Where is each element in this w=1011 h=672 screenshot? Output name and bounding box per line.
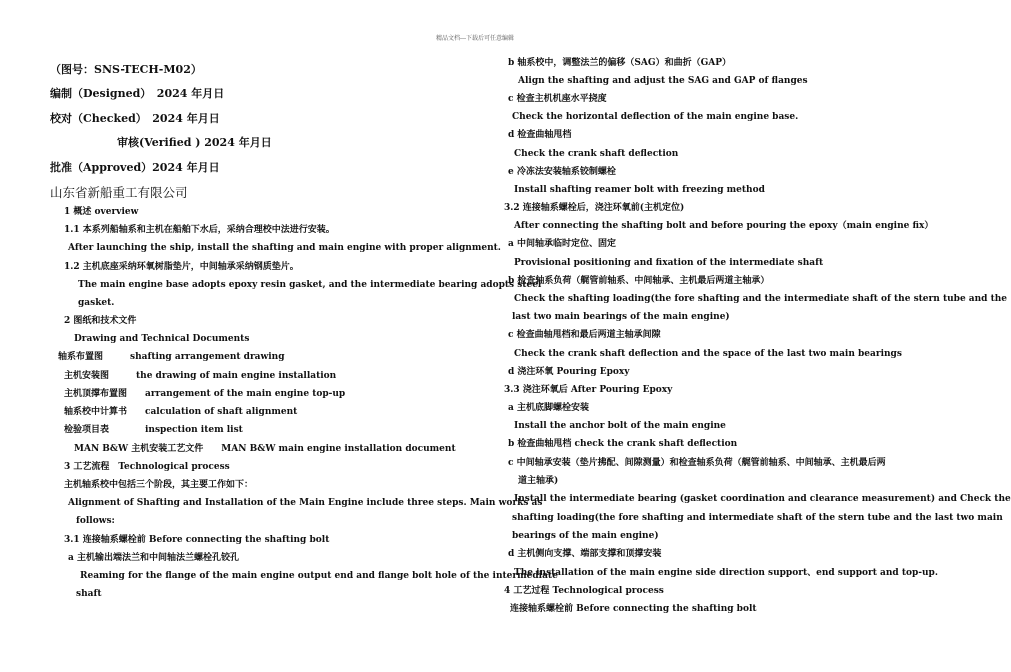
- right-line: The installation of the main engine side direction support、end support and top-up.: [514, 568, 938, 578]
- checked-line: 校对（Checked） 2024 年月日: [50, 112, 220, 125]
- page-header: 精品文档---下载后可任意编辑: [435, 35, 515, 42]
- right-line: d 主机侧向支撑、端部支撑和顶撑安装: [508, 549, 662, 559]
- left-line: The main engine base adopts epoxy resin gasket, and the intermediate bearing adopts steel: [78, 280, 542, 290]
- drawing-number: （图号：SNS-TECH-M02）: [50, 63, 202, 76]
- right-line: c 检查主机机座水平挠度: [508, 94, 607, 104]
- right-line: 3.2 连接轴系螺栓后，浇注环氧前(主机定位): [504, 203, 685, 213]
- right-line: 连接轴系螺栓前 Before connecting the shafting bolt: [510, 604, 757, 614]
- left-line: 检验项目表 inspection item list: [64, 425, 243, 435]
- right-line: b 检查曲轴甩档 check the crank shaft deflection: [508, 439, 738, 449]
- right-line: Install the intermediate bearing (gasket coordination and clearance measurement) and Check the: [514, 494, 1011, 504]
- right-line: 4 工艺过程 Technological process: [504, 586, 664, 596]
- right-line: last two main bearings of the main engine): [512, 312, 730, 322]
- left-line: 轴系校中计算书 calculation of shaft alignment: [64, 407, 298, 417]
- left-line: Alignment of Shafting and Installation of the Main Engine include three steps. Main works as: [68, 498, 543, 508]
- right-line: Check the horizontal deflection of the main engine base.: [512, 112, 799, 122]
- right-line: Align the shafting and adjust the SAG and GAP of flanges: [518, 76, 808, 86]
- left-line: MAN B&W 主机安装工艺文件 MAN B&W main engine installation document: [74, 444, 456, 454]
- right-line: c 检查曲轴甩档和最后两道主轴承间隙: [508, 330, 661, 340]
- right-line: Install the anchor bolt of the main engine: [514, 421, 726, 431]
- right-line: bearings of the main engine): [512, 531, 659, 541]
- right-line: Install shafting reamer bolt with freezing method: [514, 185, 765, 195]
- right-line: d 检查曲轴甩档: [508, 130, 572, 140]
- right-line: After connecting the shafting bolt and before pouring the epoxy（main engine fix）: [514, 221, 934, 231]
- left-line: 主机安装图 the drawing of main engine installation: [64, 371, 337, 381]
- right-line: shafting loading(the fore shafting and intermediate shaft of the stern tube and the last two main: [512, 513, 1003, 523]
- right-line: a 主机底脚螺栓安装: [508, 403, 589, 413]
- left-line: 1 概述 overview: [64, 207, 139, 217]
- left-line: 主机顶撑布置图 arrangement of the main engine top-up: [64, 389, 346, 399]
- left-line: 轴系布置图 shafting arrangement drawing: [58, 352, 285, 362]
- right-line: a 中间轴承临时定位、固定: [508, 239, 616, 249]
- company-name: 山东省新船重工有限公司: [50, 185, 188, 200]
- left-line: shaft: [76, 589, 102, 599]
- right-line: b 轴系校中，调整法兰的偏移（SAG）和曲折（GAP）: [508, 58, 732, 68]
- left-line: 1.2 主机底座采纳环氧树脂垫片，中间轴承采纳钢质垫片。: [64, 262, 299, 272]
- right-line: Check the crank shaft deflection and the space of the last two main bearings: [514, 349, 902, 359]
- right-line: Check the shafting loading(the fore shafting and the intermediate shaft of the stern tube and the: [514, 294, 1008, 304]
- left-line: Reaming for the flange of the main engine output end and flange bolt hole of the intermediate: [80, 571, 558, 581]
- right-line: 道主轴承): [518, 476, 559, 486]
- left-line: 2 图纸和技术文件: [64, 316, 137, 326]
- left-line: Drawing and Technical Documents: [74, 334, 250, 344]
- right-line: b 检查轴系负荷（艉管前轴系、中间轴承、主机最后两道主轴承）: [508, 276, 770, 286]
- right-line: c 中间轴承安装（垫片拂配、间隙测量）和检查轴系负荷（艉管前轴系、中间轴承、主机最后两: [508, 458, 886, 468]
- approved-line: 批准（Approved）2024 年月日: [50, 161, 220, 174]
- right-line: Check the crank shaft deflection: [514, 149, 679, 159]
- verified-line: 审核(Verified ) 2024 年月日: [117, 136, 272, 149]
- left-line: 主机轴系校中包括三个阶段，其主要工作如下：: [64, 480, 254, 490]
- right-line: d 浇注环氧 Pouring Epoxy: [508, 367, 630, 377]
- left-line: follows:: [76, 516, 115, 526]
- right-line: 3.3 浇注环氧后 After Pouring Epoxy: [504, 385, 673, 395]
- right-line: e 冷冻法安装轴系铰制螺栓: [508, 167, 616, 177]
- left-line: gasket.: [78, 298, 115, 308]
- left-line: 3 工艺流程 Technological process: [64, 462, 230, 472]
- left-line: 3.1 连接轴系螺栓前 Before connecting the shafting bolt: [64, 535, 330, 545]
- right-line: Provisional positioning and fixation of the intermediate shaft: [514, 258, 824, 268]
- left-line: 1.1 本系列船轴系和主机在船舶下水后，采纳合理校中法进行安装。: [64, 225, 335, 235]
- left-line: After launching the ship, install the shafting and main engine with proper alignment.: [68, 243, 501, 253]
- left-line: a 主机输出端法兰和中间轴法兰螺栓孔铰孔: [68, 553, 239, 563]
- designed-line: 编制（Designed） 2024 年月日: [50, 87, 225, 100]
